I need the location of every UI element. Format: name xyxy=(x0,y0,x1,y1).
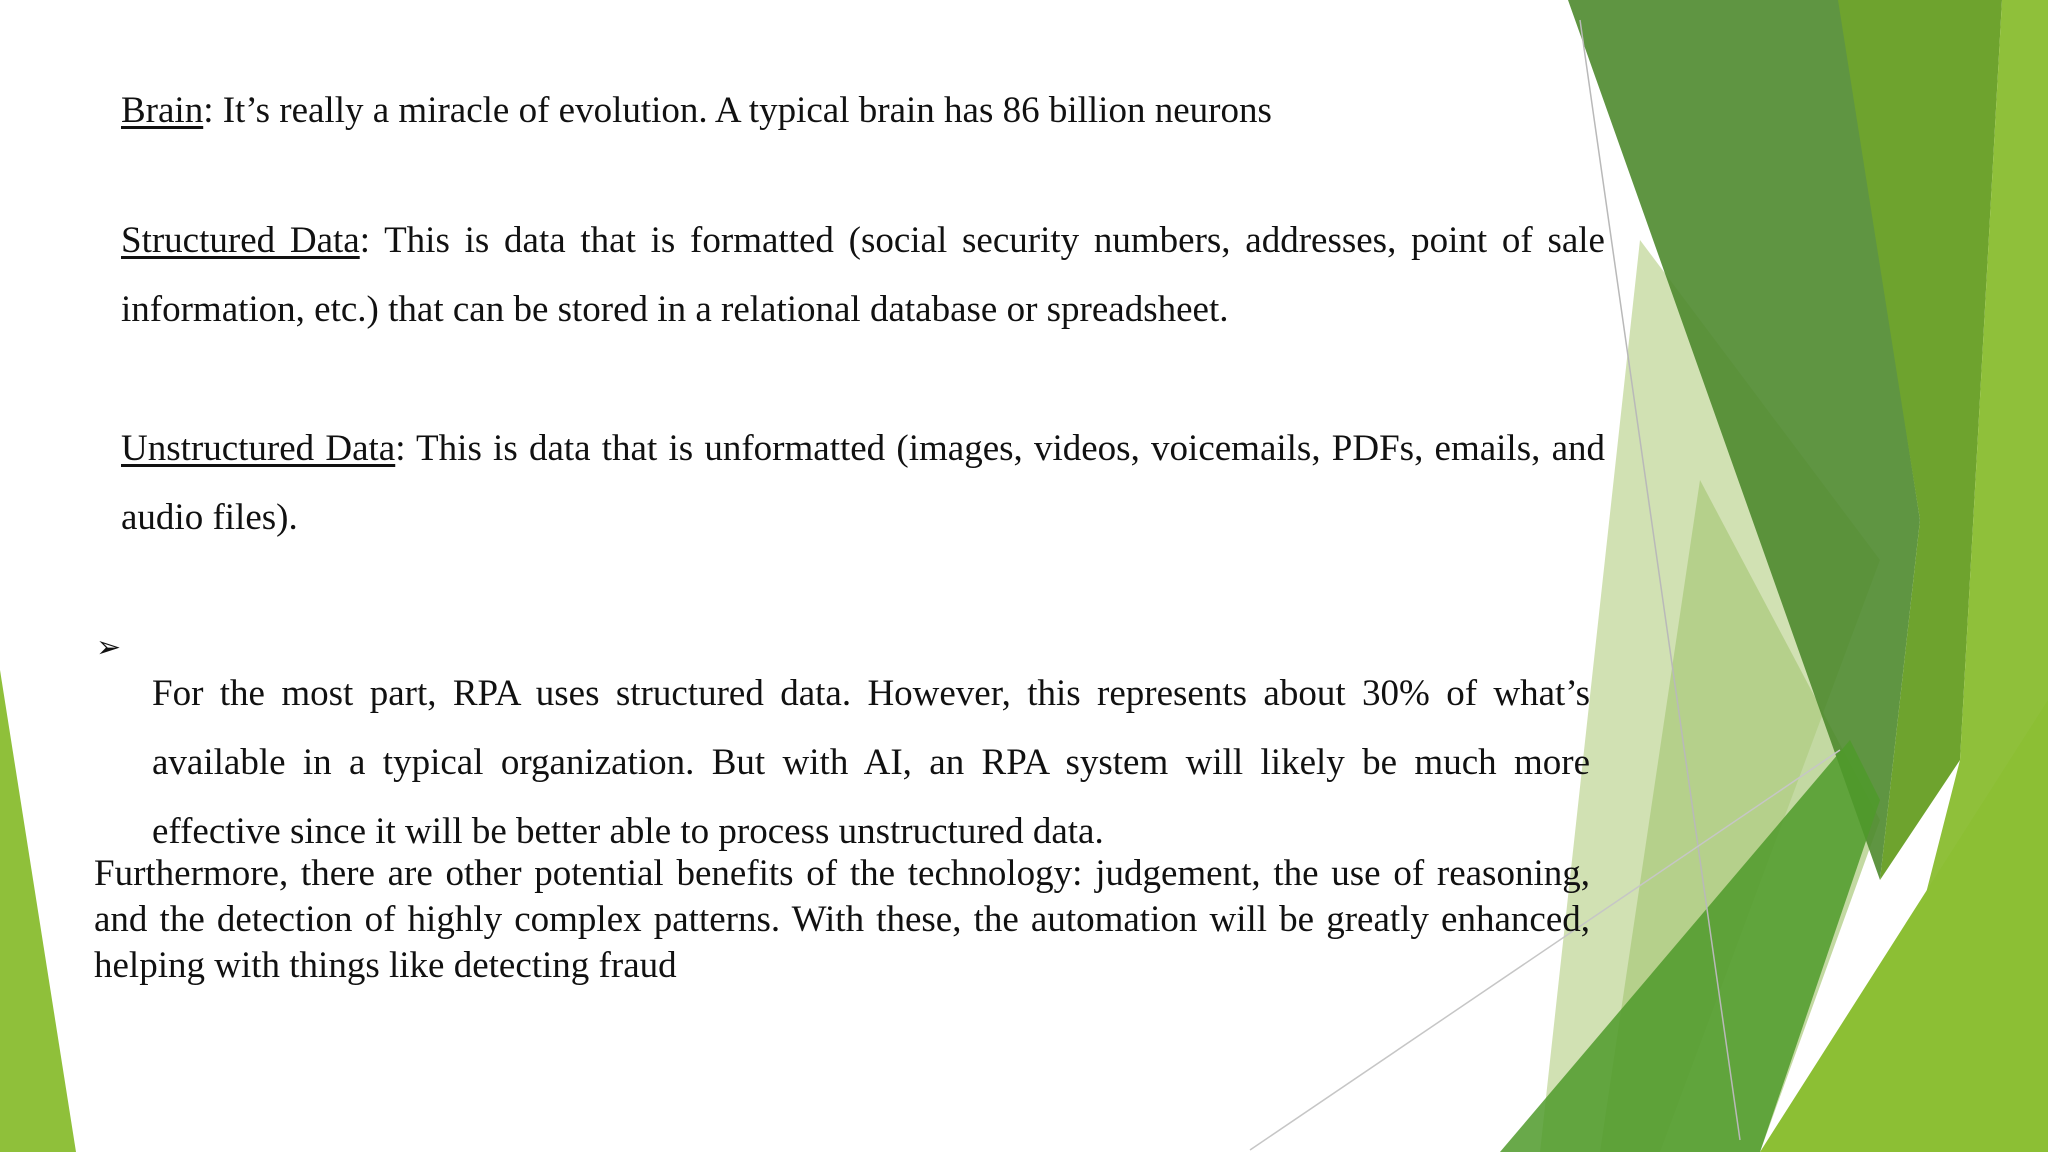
definition-unstructured-data xyxy=(121,414,1605,552)
definition-brain xyxy=(121,76,1605,145)
definition-term: Unstructured Data xyxy=(121,428,396,469)
definition-text: : It’s really a miracle of evolution. A typical brain has 86 billion neurons xyxy=(203,90,1272,131)
definition-term: Brain xyxy=(121,90,204,131)
definition-text: : This is data that is unformatted (images, videos, voicemails, PDFs, emails, and audio files). xyxy=(121,428,1605,538)
definition-structured-data xyxy=(121,206,1605,344)
closing-paragraph: Furthermore, there are other potential benefits of the technology: judgement, the use of reasoning, and the detection of highly complex patterns. With these, the automation will be greatly enhanced, helping with things like detecting fraud xyxy=(94,853,1590,986)
definition-text: : This is data that is formatted (social security numbers, addresses, point of sale information, etc.) that can be stored in a relational database or spreadsheet. xyxy=(121,220,1605,330)
definition-term: Structured Data xyxy=(121,220,360,261)
arrow-bullet-icon: ➢ xyxy=(96,630,122,665)
bullet-text: For the most part, RPA uses structured data. However, this represents about 30% of what’s available in a typical organization. But with AI, an RPA system will likely be much more effective since it will be better able to process unstructured data. xyxy=(152,673,1590,852)
